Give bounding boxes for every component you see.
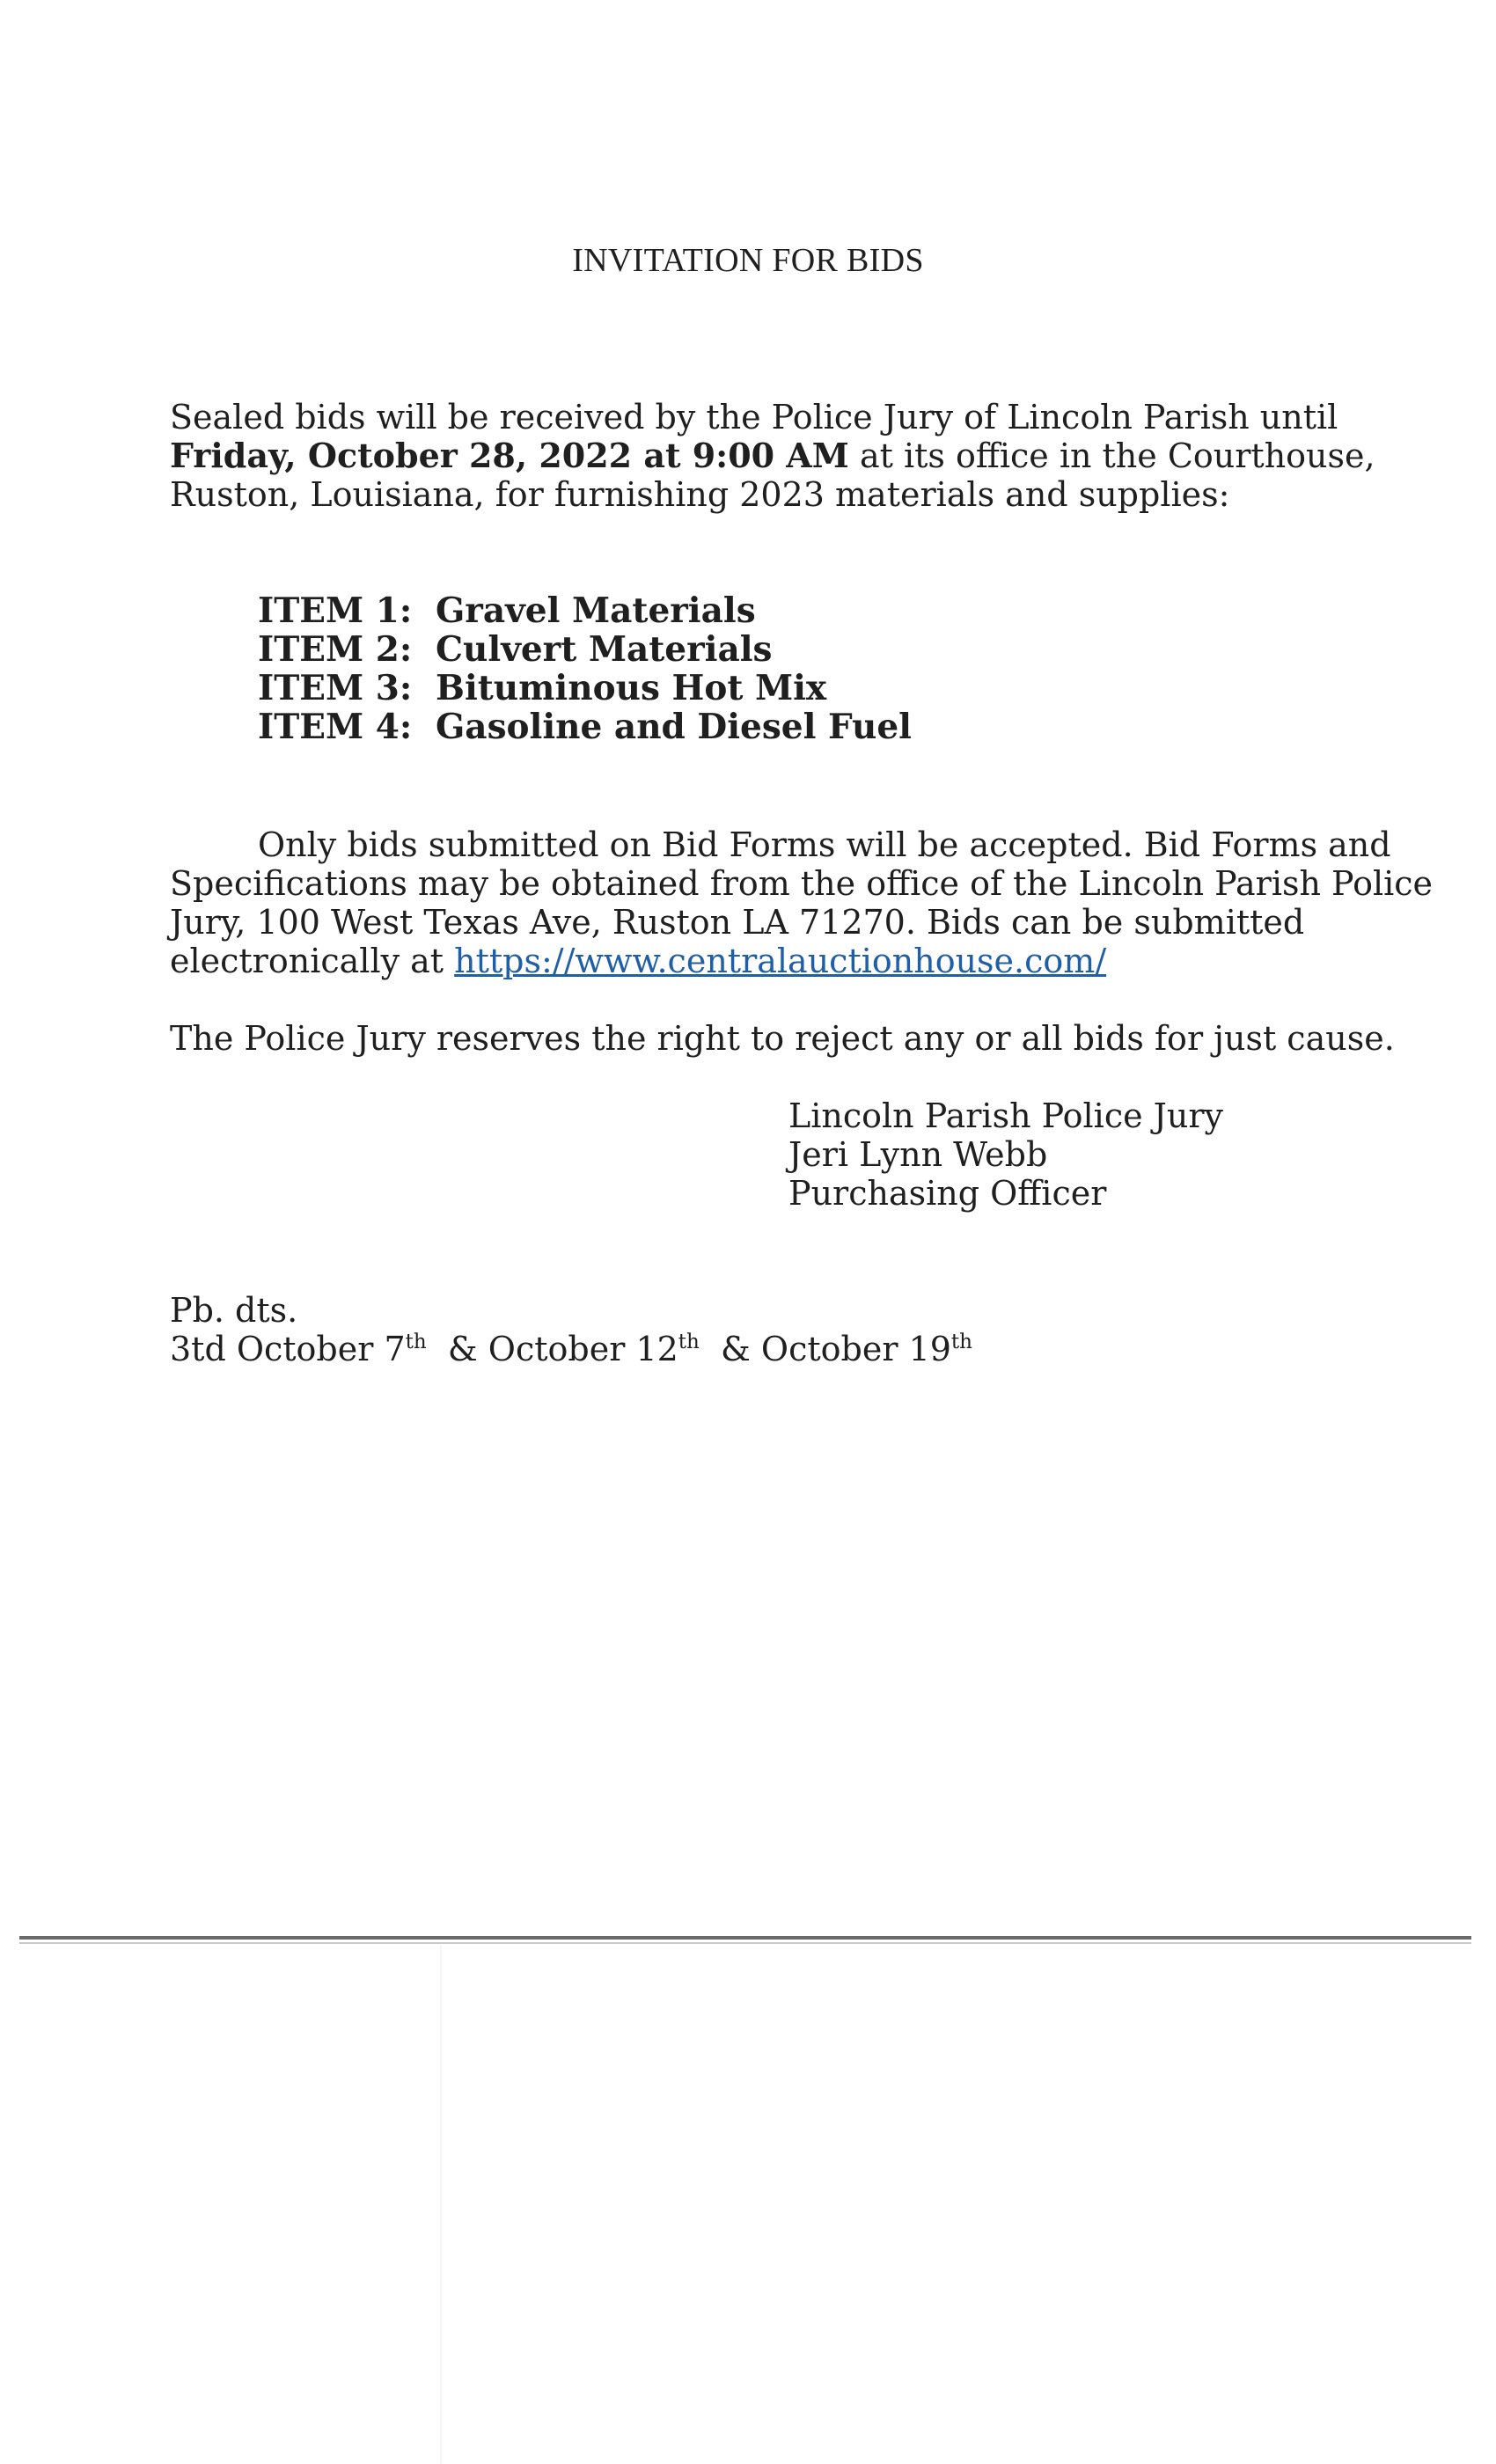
pub-date-2: & October 12	[426, 1330, 678, 1368]
item-name: Bituminous Hot Mix	[436, 668, 827, 708]
page-title: INVITATION FOR BIDS	[572, 242, 924, 279]
item-number: ITEM 2:	[258, 629, 413, 670]
item-name: Culvert Materials	[436, 629, 773, 670]
intro-paragraph	[170, 398, 1375, 514]
instructions-line-2: Specifications may be obtained from the office of the Lincoln Parish Police	[170, 864, 1434, 903]
signature-org: Lincoln Parish Police Jury	[788, 1096, 1224, 1135]
pub-date-3-suffix: th	[950, 1331, 972, 1353]
signature-role: Purchasing Officer	[788, 1174, 1107, 1213]
list-item	[258, 630, 912, 669]
item-list	[258, 591, 912, 746]
auction-link[interactable]: https://www.centralauctionhouse.com/	[454, 942, 1107, 980]
signature-block	[788, 1096, 1223, 1213]
intro-line-1: Sealed bids will be received by the Police Jury of Lincoln Parish until	[170, 398, 1338, 436]
pub-date-3: & October 19	[699, 1330, 951, 1368]
item-number: ITEM 1:	[258, 590, 413, 631]
instructions-line-4	[170, 942, 1314, 980]
instructions-line-4-prefix: electronically at	[170, 942, 455, 980]
item-name: Gasoline and Diesel Fuel	[436, 707, 912, 747]
intro-line-3: Ruston, Louisiana, for furnishing 2023 materials and supplies:	[170, 475, 1230, 514]
instructions-line-1: Only bids submitted on Bid Forms will be accepted. Bid Forms and	[258, 825, 1391, 864]
item-number: ITEM 3:	[258, 668, 413, 708]
instructions-line-3: Jury, 100 West Texas Ave, Ruston LA 71270. Bids can be submitted	[170, 903, 1305, 942]
page-divider-shadow	[19, 1942, 1471, 1944]
signature-name: Jeri Lynn Webb	[788, 1135, 1048, 1174]
item-number: ITEM 4:	[258, 707, 413, 747]
publication-label: Pb. dts.	[170, 1291, 298, 1330]
pub-date-2-suffix: th	[678, 1331, 700, 1353]
scan-fold-mark	[440, 1945, 442, 2464]
list-item	[258, 708, 912, 746]
list-item	[258, 669, 912, 708]
intro-line-2-rest: at its office in the Courthouse,	[848, 436, 1375, 475]
item-name: Gravel Materials	[436, 590, 756, 631]
pub-date-1-suffix: th	[405, 1331, 427, 1353]
publication-dates	[170, 1291, 972, 1368]
intro-line-2	[170, 436, 1375, 475]
bid-deadline: Friday, October 28, 2022 at 9:00 AM	[170, 436, 849, 475]
instructions-paragraph	[170, 825, 1434, 980]
reserve-statement: The Police Jury reserves the right to reject any or all bids for just cause.	[170, 1019, 1395, 1058]
pub-date-1: 3td October 7	[170, 1330, 406, 1368]
list-item	[258, 591, 912, 630]
publication-dates-line	[170, 1330, 972, 1368]
page-divider	[19, 1936, 1471, 1940]
